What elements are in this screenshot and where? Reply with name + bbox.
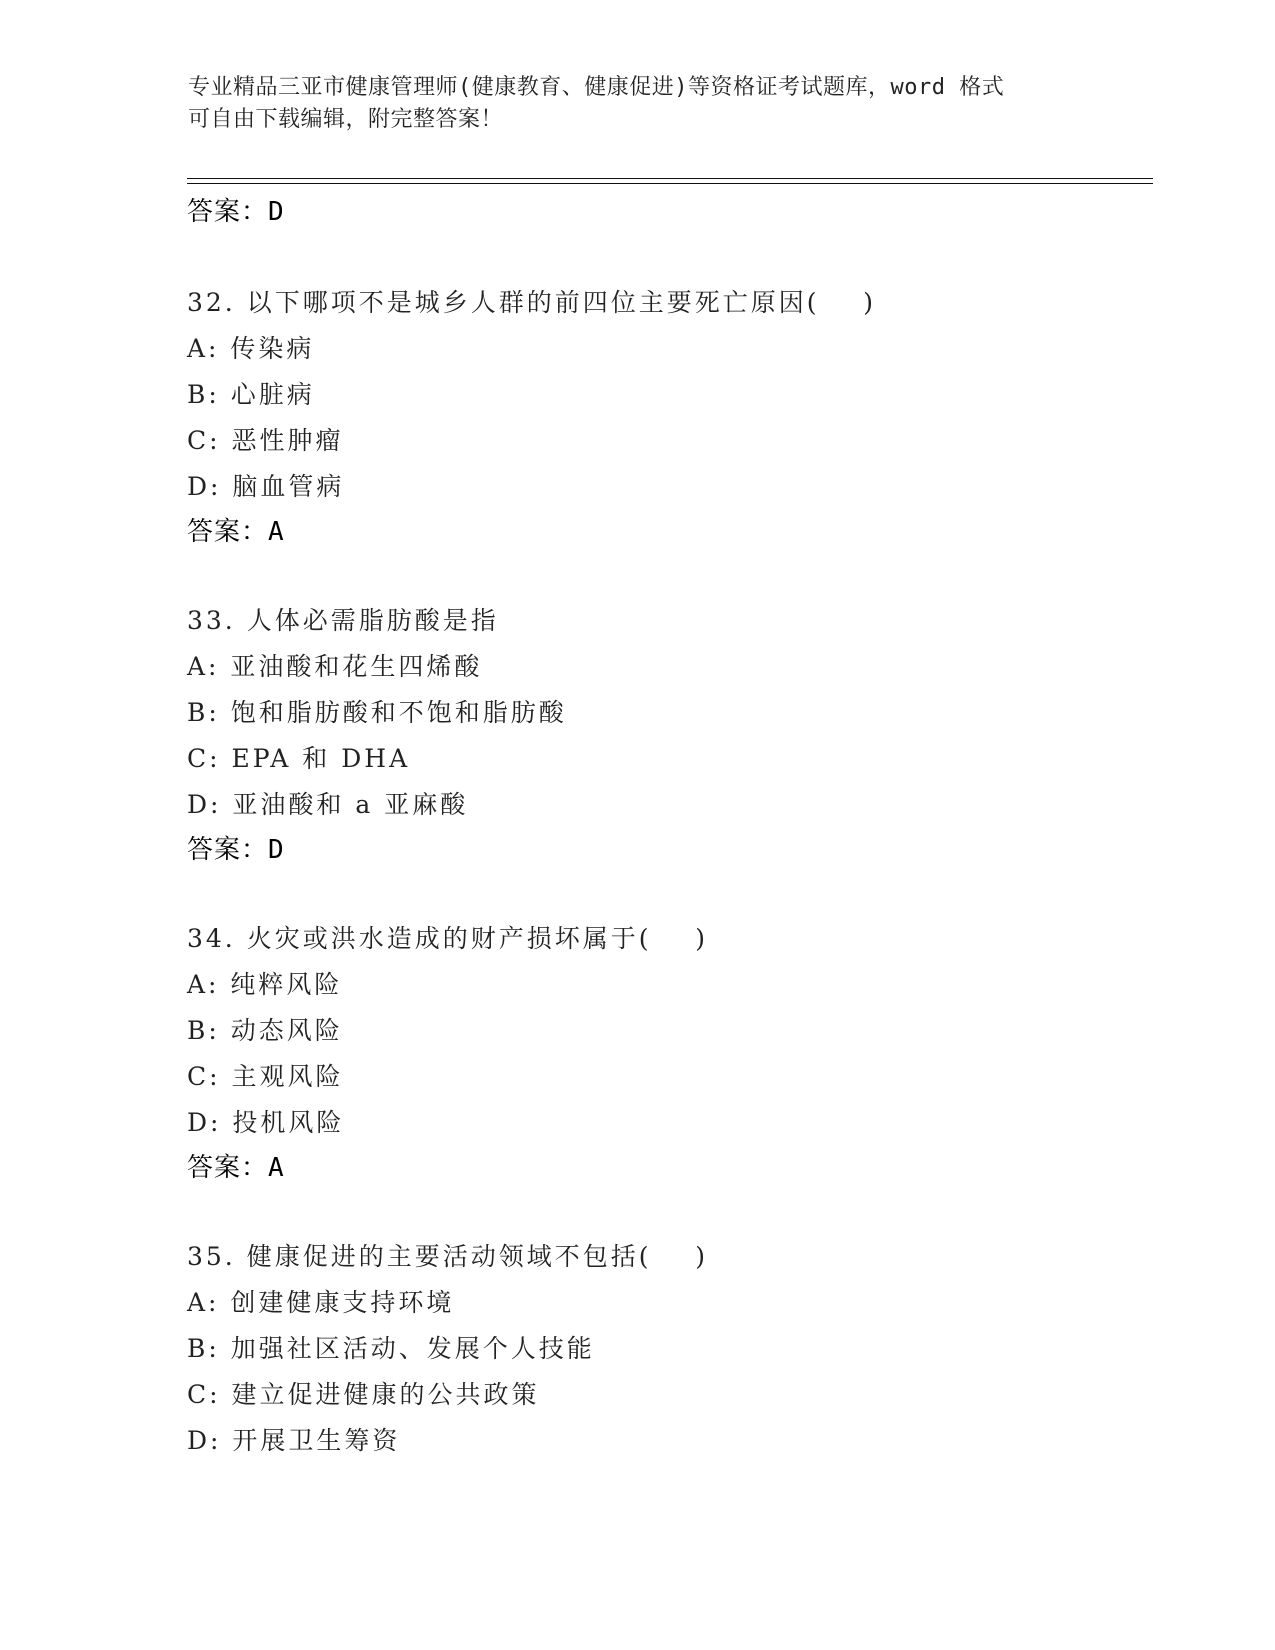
option-b: B: 动态风险 xyxy=(187,1016,343,1045)
option-c: C: EPA 和 DHA xyxy=(187,744,411,773)
option-b: B: 饱和脂肪酸和不饱和脂肪酸 xyxy=(187,698,567,727)
option-c: C: 主观风险 xyxy=(187,1062,344,1091)
answer-label: 答案：A xyxy=(187,517,285,547)
option-d: D: 开展卫生筹资 xyxy=(187,1426,401,1455)
answer-label: 答案：D xyxy=(187,835,285,865)
header-divider-top xyxy=(187,178,1153,179)
question-35 xyxy=(187,1234,1147,1464)
option-c: C: 恶性肿瘤 xyxy=(187,426,344,455)
option-a: A: 传染病 xyxy=(187,334,315,363)
option-c: C: 建立促进健康的公共政策 xyxy=(187,1380,540,1409)
question-list xyxy=(187,190,1147,1464)
answer-label: 答案：A xyxy=(187,1153,285,1183)
header-line-1: 专业精品三亚市健康管理师(健康教育、健康促进)等资格证考试题库，word 格式 xyxy=(188,75,1005,100)
question-stem: 34. 火灾或洪水造成的财产损坏属于( ) xyxy=(187,924,709,953)
header-line-2: 可自由下载编辑，附完整答案！ xyxy=(188,107,504,132)
question-stem: 33. 人体必需脂肪酸是指 xyxy=(187,606,499,635)
option-a: A: 亚油酸和花生四烯酸 xyxy=(187,652,483,681)
option-d: D: 投机风险 xyxy=(187,1108,345,1137)
option-a: A: 纯粹风险 xyxy=(187,970,343,999)
question-32 xyxy=(187,280,1147,554)
question-34 xyxy=(187,916,1147,1190)
option-a: A: 创建健康支持环境 xyxy=(187,1288,455,1317)
option-b: B: 心脏病 xyxy=(187,380,315,409)
option-b: B: 加强社区活动、发展个人技能 xyxy=(187,1334,595,1363)
question-stem: 35. 健康促进的主要活动领域不包括( ) xyxy=(187,1242,709,1271)
question-33 xyxy=(187,598,1147,872)
answer-label: 答案：D xyxy=(187,197,285,227)
question-stem: 32. 以下哪项不是城乡人群的前四位主要死亡原因( ) xyxy=(187,288,877,317)
option-d: D: 亚油酸和 a 亚麻酸 xyxy=(187,790,469,819)
option-d: D: 脑血管病 xyxy=(187,472,345,501)
header-divider-bottom xyxy=(187,183,1153,184)
document-header xyxy=(188,72,1068,136)
